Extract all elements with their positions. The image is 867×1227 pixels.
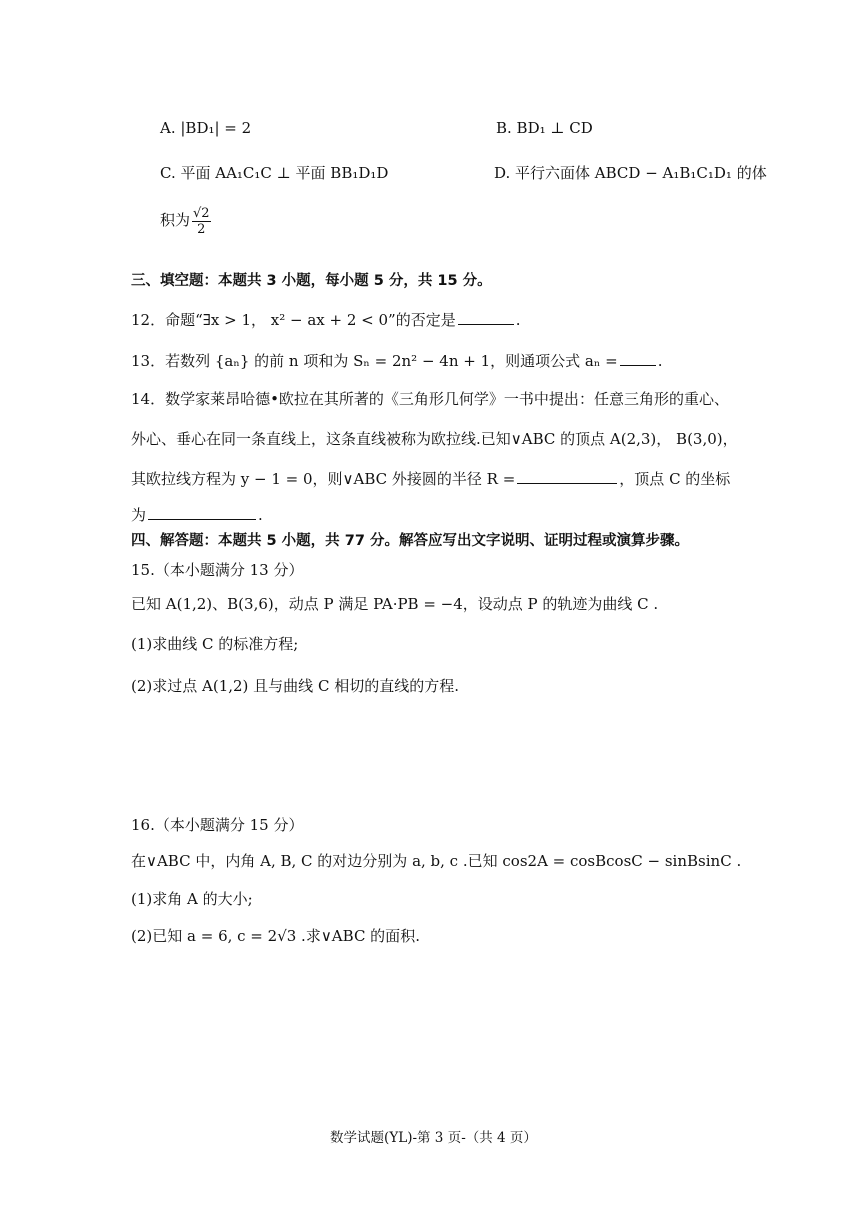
option-b: B. BD₁ ⊥ CD [496,119,593,137]
q13-text: 13．若数列 {aₙ} 的前 n 项和为 Sₙ = 2n² − 4n + 1，则通项公式 aₙ = [131,352,618,370]
q12-answer-blank[interactable] [458,308,514,325]
page-footer: 数学试题(YL)-第 3 页-（共 4 页） [330,1130,537,1146]
q14-line3-text: 其欧拉线方程为 y − 1 = 0，则∨ABC 外接圆的半径 R = [131,470,516,488]
q12-end: . [515,311,521,329]
question-13 [131,349,662,372]
fraction-numerator: √2 [193,205,210,221]
q14-line-4 [131,503,263,526]
q14-line3-end: ，顶点 C 的坐标 [619,470,731,488]
q14-vertex-blank[interactable] [148,503,256,520]
q14-line-2: 外心、垂心在同一条直线上，这条直线被称为欧拉线.已知∨ABC 的顶点 A(2,3)， B(3,0)， [131,430,738,448]
option-d: D. 平行六面体 ABCD − A₁B₁C₁D₁ 的体 [494,164,767,182]
option-c: C. 平面 AA₁C₁C ⊥ 平面 BB₁D₁D [160,164,389,182]
q15-statement: 已知 A(1,2)、B(3,6)，动点 P 满足 PA·PB = −4，设动点 P 的轨迹为曲线 C . [131,595,659,613]
option-a: A. |BD₁| = 2 [160,119,252,137]
option-d-fraction [192,206,211,237]
q14-line4-text: 为 [131,506,147,524]
q14-radius-blank[interactable] [517,467,617,484]
q16-title: 16.（本小题满分 15 分） [131,816,304,834]
section4-heading: 四、解答题：本题共 5 小题，共 77 分。解答应写出文字说明、证明过程或演算步骤。 [131,533,689,549]
q14-line-1: 14．数学家莱昂哈德•欧拉在其所著的《三角形几何学》一书中提出：任意三角形的重心、 [131,390,729,408]
option-d-continuation [160,203,211,237]
q13-end: . [657,352,663,370]
fraction-denominator: 2 [197,221,206,237]
question-12 [131,308,521,331]
section3-heading: 三、填空题：本题共 3 小题，每小题 5 分，共 15 分。 [131,273,492,289]
q15-part-2: (2)求过点 A(1,2) 且与曲线 C 相切的直线的方程. [131,677,459,695]
q15-title: 15.（本小题满分 13 分） [131,561,304,579]
q14-line4-end: . [258,506,263,524]
q12-text: 12．命题“∃x > 1， x² − ax + 2 < 0”的否定是 [131,311,456,329]
q16-part-2: (2)已知 a = 6, c = 2√3 .求∨ABC 的面积. [131,927,420,945]
q14-line-3 [131,467,730,490]
q16-part-1: (1)求角 A 的大小; [131,890,253,908]
q15-part-1: (1)求曲线 C 的标准方程; [131,635,299,653]
q13-answer-blank[interactable] [620,349,656,366]
q16-statement: 在∨ABC 中，内角 A, B, C 的对边分别为 a, b, c .已知 cos2A = cosBcosC − sinBsinC . [131,852,742,870]
option-d-cont-text: 积为 [160,211,191,229]
